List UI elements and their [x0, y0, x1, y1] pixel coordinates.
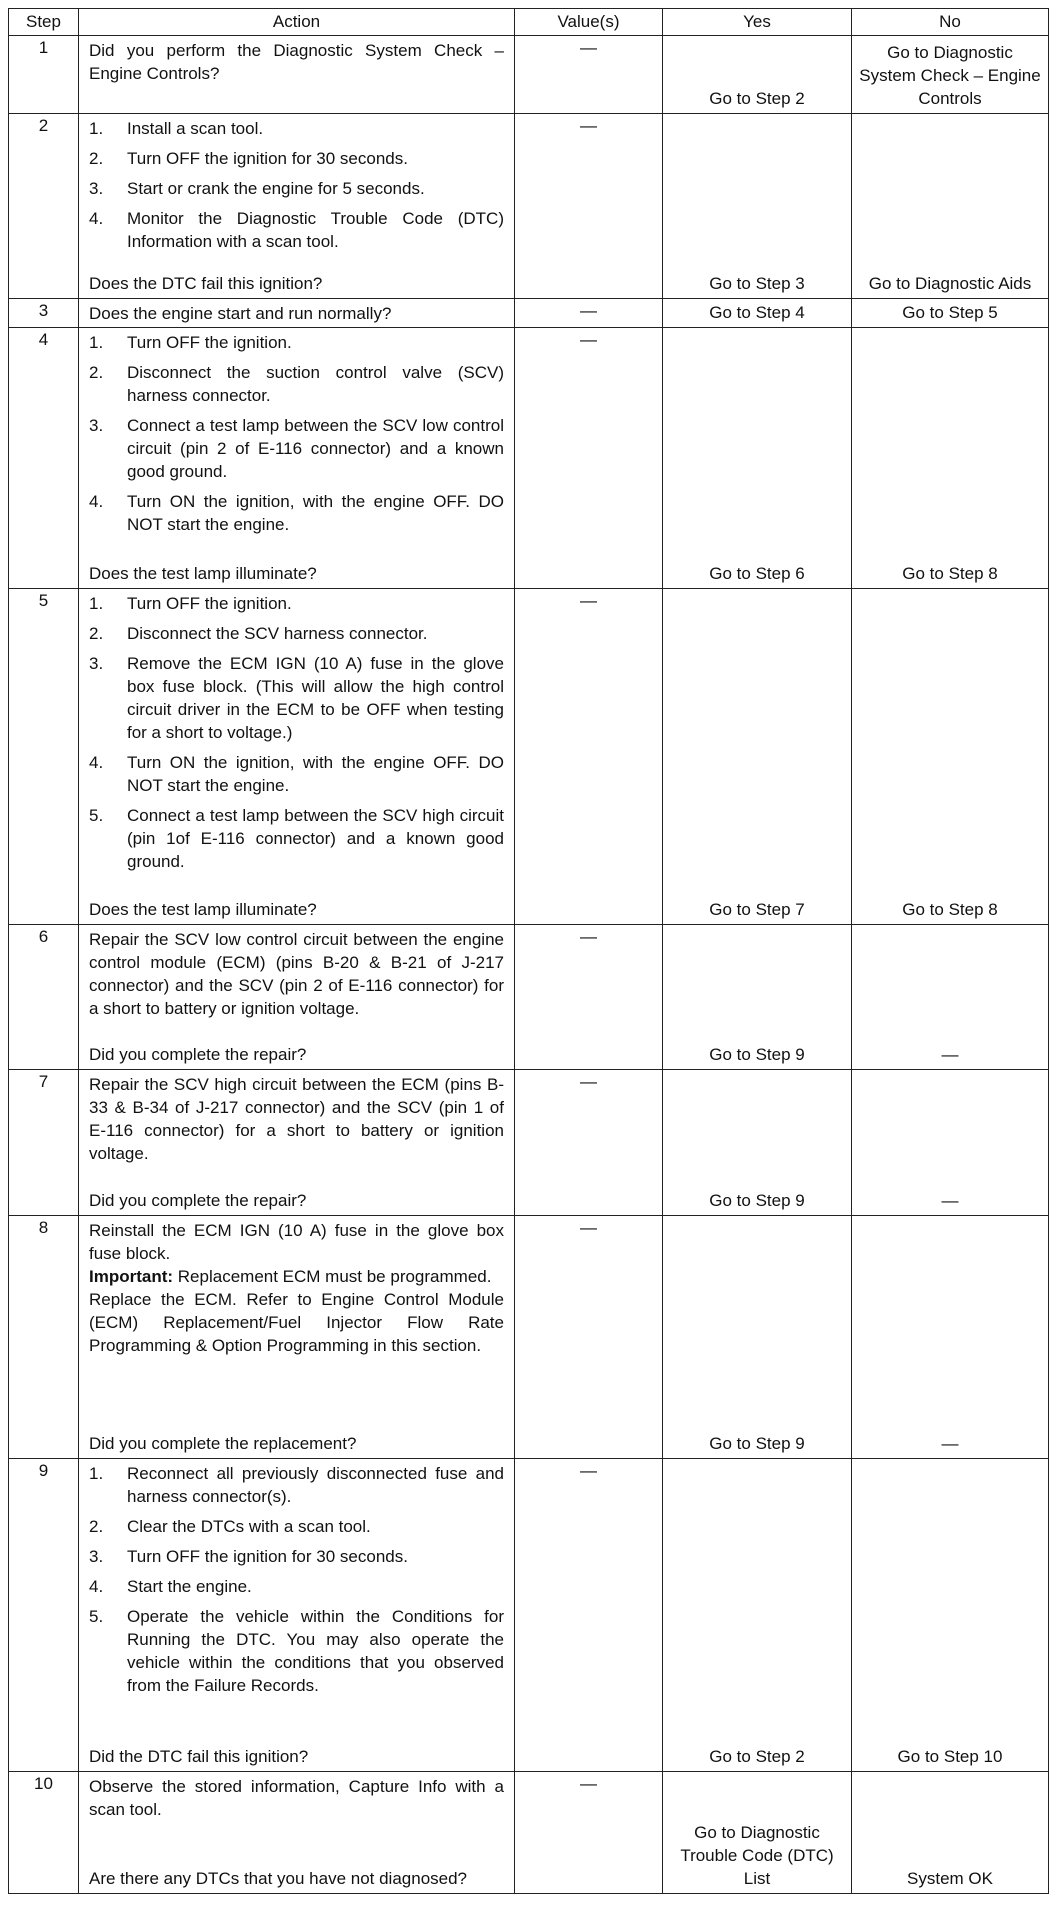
- question-text: Does the DTC fail this ignition?: [89, 274, 323, 293]
- yes-cell: [663, 1772, 852, 1894]
- value-text: —: [580, 330, 597, 349]
- item-number: 4.: [89, 1577, 104, 1596]
- item-text: Operate the vehicle within the Conditions for Running the DTC. You may also operate the vehicle within the conditions that you observed from the Failure Records.: [127, 1607, 504, 1695]
- no-cell: [852, 36, 1049, 114]
- yes-outcome: Go to Step 9: [709, 1191, 805, 1210]
- item-number: 1.: [89, 119, 104, 138]
- value-cell: [515, 925, 663, 1070]
- value-cell: [515, 1070, 663, 1216]
- no-outcome: —: [941, 1434, 959, 1453]
- item-text: Start the engine.: [127, 1577, 252, 1596]
- yes-outcome: Go to Step 2: [709, 1747, 805, 1766]
- list-item: [89, 804, 504, 873]
- yes-cell: [663, 328, 852, 589]
- item-number: 3.: [89, 1547, 104, 1566]
- action-list: [89, 331, 504, 536]
- item-number: 5.: [89, 806, 104, 825]
- yes-outcome: Go to Diagnostic Trouble Code (DTC) List: [680, 1823, 834, 1888]
- yes-cell: [663, 1070, 852, 1216]
- no-outcome: Go to Step 5: [902, 303, 998, 322]
- no-cell: [852, 1459, 1049, 1772]
- item-text: Turn OFF the ignition for 30 seconds.: [127, 1547, 408, 1566]
- table-row: [9, 36, 1049, 114]
- question-text: Did you complete the repair?: [89, 1191, 307, 1210]
- action-cell: [79, 328, 515, 589]
- list-item: [89, 361, 504, 407]
- list-item: [89, 490, 504, 536]
- list-item: [89, 177, 504, 200]
- action-cell: [79, 1216, 515, 1459]
- value-cell: [515, 36, 663, 114]
- value-cell: [515, 589, 663, 925]
- list-item: [89, 1575, 504, 1598]
- action-text: Reinstall the ECM IGN (10 A) fuse in the glove box fuse block.: [89, 1221, 504, 1263]
- list-item: [89, 414, 504, 483]
- table-row: [9, 299, 1049, 328]
- item-number: 2.: [89, 149, 104, 168]
- action-text: Did you perform the Diagnostic System Check – Engine Controls?: [89, 41, 504, 83]
- item-number: 2.: [89, 624, 104, 643]
- step-number: 7: [9, 1070, 79, 1216]
- no-outcome: Go to Step 10: [897, 1747, 1003, 1766]
- no-outcome: Go to Step 8: [902, 564, 998, 583]
- item-number: 1.: [89, 1464, 104, 1483]
- table-row: [9, 589, 1049, 925]
- question-text: Did the DTC fail this ignition?: [89, 1747, 309, 1766]
- yes-cell: [663, 925, 852, 1070]
- yes-cell: [663, 299, 852, 328]
- header-no: No: [852, 9, 1049, 36]
- step-number: 2: [9, 114, 79, 299]
- list-item: [89, 207, 504, 253]
- no-cell: [852, 1216, 1049, 1459]
- action-cell: [79, 36, 515, 114]
- diagnostic-procedure-page: [8, 8, 1048, 1894]
- important-note: [89, 1265, 504, 1288]
- question-text: Did you complete the replacement?: [89, 1434, 357, 1453]
- action-text: Does the engine start and run normally?: [89, 304, 392, 323]
- list-item: [89, 117, 504, 140]
- list-item: [89, 1605, 504, 1697]
- item-number: 4.: [89, 753, 104, 772]
- item-text: Turn ON the ignition, with the engine OFF. DO NOT start the engine.: [127, 492, 504, 534]
- action-text: Observe the stored information, Capture Info with a scan tool.: [89, 1777, 504, 1819]
- value-cell: [515, 1459, 663, 1772]
- yes-cell: [663, 589, 852, 925]
- no-outcome: —: [941, 1191, 959, 1210]
- value-text: —: [580, 301, 597, 320]
- action-cell: [79, 925, 515, 1070]
- header-step: Step: [9, 9, 79, 36]
- step-number: 4: [9, 328, 79, 589]
- yes-outcome: Go to Step 7: [709, 900, 805, 919]
- table-row: [9, 1772, 1049, 1894]
- value-cell: [515, 299, 663, 328]
- yes-outcome: Go to Step 3: [709, 274, 805, 293]
- action-cell: [79, 299, 515, 328]
- list-item: [89, 652, 504, 744]
- value-cell: [515, 1216, 663, 1459]
- list-item: [89, 592, 504, 615]
- value-text: —: [580, 927, 597, 946]
- item-number: 2.: [89, 363, 104, 382]
- step-number: 6: [9, 925, 79, 1070]
- no-cell: [852, 1070, 1049, 1216]
- no-cell: [852, 114, 1049, 299]
- value-text: —: [580, 1774, 597, 1793]
- step-number: 1: [9, 36, 79, 114]
- header-action: Action: [79, 9, 515, 36]
- yes-outcome: Go to Step 9: [709, 1434, 805, 1453]
- value-text: —: [580, 1461, 597, 1480]
- item-number: 3.: [89, 179, 104, 198]
- diagnostic-table: [8, 8, 1049, 1894]
- item-text: Remove the ECM IGN (10 A) fuse in the glove box fuse block. (This will allow the high control circuit driver in the ECM to be OFF when testing for a short to voltage.): [127, 654, 504, 742]
- yes-cell: [663, 1459, 852, 1772]
- value-cell: [515, 328, 663, 589]
- item-number: 1.: [89, 594, 104, 613]
- question-text: Are there any DTCs that you have not diagnosed?: [89, 1869, 468, 1888]
- question-text: Does the test lamp illuminate?: [89, 900, 317, 919]
- no-outcome: Go to Diagnostic System Check – Engine Controls: [859, 43, 1041, 108]
- value-text: —: [580, 38, 597, 57]
- item-number: 3.: [89, 416, 104, 435]
- no-cell: [852, 1772, 1049, 1894]
- table-header-row: [9, 9, 1049, 36]
- action-extra-text: Replace the ECM. Refer to Engine Control Module (ECM) Replacement/Fuel Injector Flow Rate Programming & Option Programming in this section.: [89, 1290, 504, 1355]
- header-values: Value(s): [515, 9, 663, 36]
- list-item: [89, 751, 504, 797]
- question-text: Does the test lamp illuminate?: [89, 564, 317, 583]
- table-row: [9, 1459, 1049, 1772]
- yes-outcome: Go to Step 2: [709, 89, 805, 108]
- list-item: [89, 147, 504, 170]
- action-cell: [79, 114, 515, 299]
- table-row: [9, 1070, 1049, 1216]
- item-number: 4.: [89, 492, 104, 511]
- list-item: [89, 622, 504, 645]
- item-number: 5.: [89, 1607, 104, 1626]
- no-cell: [852, 925, 1049, 1070]
- item-text: Monitor the Diagnostic Trouble Code (DTC) Information with a scan tool.: [127, 209, 504, 251]
- action-cell: [79, 1772, 515, 1894]
- value-text: —: [580, 1072, 597, 1091]
- table-row: [9, 925, 1049, 1070]
- step-number: 3: [9, 299, 79, 328]
- item-text: Turn OFF the ignition for 30 seconds.: [127, 149, 408, 168]
- value-cell: [515, 114, 663, 299]
- step-number: 9: [9, 1459, 79, 1772]
- action-list: [89, 117, 504, 253]
- important-text: Replacement ECM must be programmed.: [177, 1267, 492, 1286]
- list-item: [89, 331, 504, 354]
- item-text: Connect a test lamp between the SCV high circuit (pin 1of E-116 connector) and a known good ground.: [127, 806, 504, 871]
- item-text: Install a scan tool.: [127, 119, 264, 138]
- item-text: Turn ON the ignition, with the engine OFF. DO NOT start the engine.: [127, 753, 504, 795]
- no-cell: [852, 328, 1049, 589]
- action-list: [89, 1462, 504, 1697]
- yes-outcome: Go to Step 4: [709, 303, 805, 322]
- value-cell: [515, 1772, 663, 1894]
- item-text: Connect a test lamp between the SCV low control circuit (pin 2 of E-116 connector) and a known good ground.: [127, 416, 504, 481]
- item-text: Start or crank the engine for 5 seconds.: [127, 179, 425, 198]
- no-cell: [852, 299, 1049, 328]
- action-text: Repair the SCV high circuit between the ECM (pins B-33 & B-34 of J-217 connector) and the SCV (pin 1 of E-116 connector) for a short to battery or ignition voltage.: [89, 1075, 504, 1163]
- no-outcome: System OK: [907, 1869, 993, 1888]
- important-label: Important:: [89, 1267, 174, 1286]
- action-cell: [79, 1070, 515, 1216]
- no-outcome: Go to Step 8: [902, 900, 998, 919]
- value-text: —: [580, 1218, 597, 1237]
- value-text: —: [580, 591, 597, 610]
- list-item: [89, 1545, 504, 1568]
- question-text: Did you complete the repair?: [89, 1045, 307, 1064]
- table-row: [9, 328, 1049, 589]
- item-number: 4.: [89, 209, 104, 228]
- no-cell: [852, 589, 1049, 925]
- action-text: Repair the SCV low control circuit between the engine control module (ECM) (pins B-20 & B-21 of J-217 connector) and the SCV (pin 2 of E-116 connector) for a short to battery or ignition voltage.: [89, 930, 504, 1018]
- step-number: 5: [9, 589, 79, 925]
- action-cell: [79, 589, 515, 925]
- yes-outcome: Go to Step 9: [709, 1045, 805, 1064]
- yes-cell: [663, 1216, 852, 1459]
- item-number: 3.: [89, 654, 104, 673]
- table-row: [9, 114, 1049, 299]
- table-row: [9, 1216, 1049, 1459]
- item-text: Turn OFF the ignition.: [127, 594, 292, 613]
- yes-cell: [663, 36, 852, 114]
- action-cell: [79, 1459, 515, 1772]
- step-number: 8: [9, 1216, 79, 1459]
- step-number: 10: [9, 1772, 79, 1894]
- item-text: Reconnect all previously disconnected fuse and harness connector(s).: [127, 1464, 504, 1506]
- item-text: Turn OFF the ignition.: [127, 333, 292, 352]
- item-text: Disconnect the suction control valve (SCV) harness connector.: [127, 363, 504, 405]
- no-outcome: —: [941, 1045, 959, 1064]
- list-item: [89, 1515, 504, 1538]
- list-item: [89, 1462, 504, 1508]
- value-text: —: [580, 116, 597, 135]
- item-number: 1.: [89, 333, 104, 352]
- yes-cell: [663, 114, 852, 299]
- header-yes: Yes: [663, 9, 852, 36]
- item-text: Disconnect the SCV harness connector.: [127, 624, 428, 643]
- item-text: Clear the DTCs with a scan tool.: [127, 1517, 371, 1536]
- yes-outcome: Go to Step 6: [709, 564, 805, 583]
- no-outcome: Go to Diagnostic Aids: [868, 274, 1032, 293]
- action-list: [89, 592, 504, 873]
- item-number: 2.: [89, 1517, 104, 1536]
